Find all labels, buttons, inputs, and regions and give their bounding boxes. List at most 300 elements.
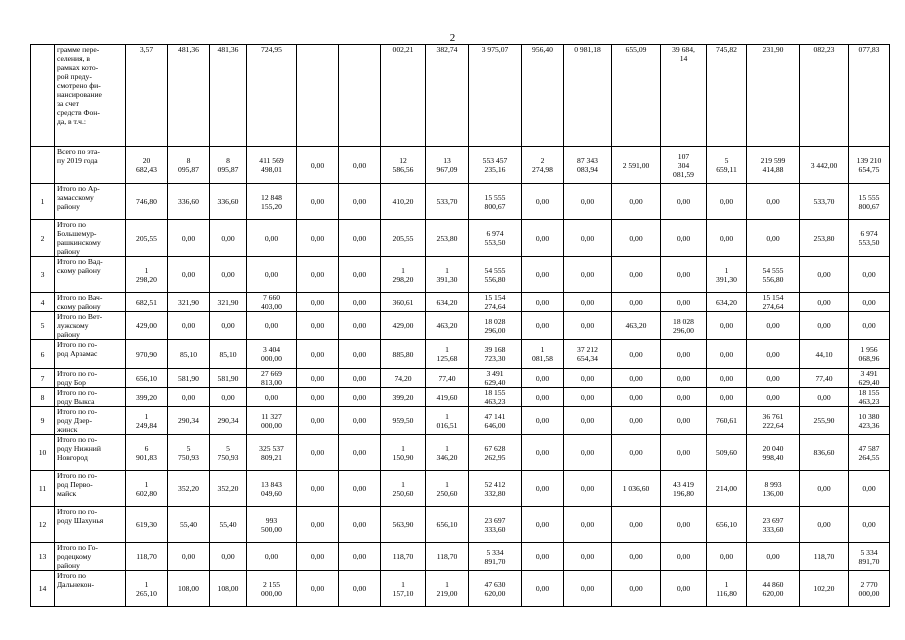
- value-cell: 481,36: [210, 45, 247, 147]
- table-row: [31, 543, 890, 571]
- value-cell: 0,00: [339, 257, 381, 293]
- value-cell: 8 095,87: [168, 147, 210, 184]
- row-number-cell: [31, 45, 55, 147]
- value-cell: 6 974 553,50: [849, 220, 890, 257]
- value-cell: 0,00: [564, 507, 612, 543]
- value-cell: 0,00: [612, 507, 661, 543]
- value-cell: 656,10: [126, 369, 168, 388]
- value-cell: 47 141 646,00: [469, 407, 522, 435]
- table-row: [31, 184, 890, 220]
- table-row: [31, 507, 890, 543]
- value-cell: 509,60: [707, 435, 747, 471]
- value-cell: 410,20: [381, 184, 426, 220]
- value-cell: 290,34: [210, 407, 247, 435]
- row-name-cell: грамме пере- селения, в рамках кото- рой преду- смотрено фи- нансирование за счет средств Фон- да, в т.ч.:: [55, 45, 126, 147]
- value-cell: 0,00: [247, 388, 297, 407]
- value-cell: 0,00: [522, 369, 564, 388]
- value-cell: 0,00: [661, 571, 707, 607]
- value-cell: 956,40: [522, 45, 564, 147]
- value-cell: 429,00: [381, 312, 426, 340]
- row-number-cell: 11: [31, 471, 55, 507]
- value-cell: 0,00: [707, 369, 747, 388]
- row-name-cell: Итого по Ар- замасскому району: [55, 184, 126, 220]
- data-table: [30, 44, 890, 607]
- value-cell: 13 967,09: [426, 147, 469, 184]
- value-cell: 0,00: [210, 220, 247, 257]
- value-cell: 382,74: [426, 45, 469, 147]
- row-number-cell: 7: [31, 369, 55, 388]
- row-name-cell: Итого по го- род Перво- майск: [55, 471, 126, 507]
- value-cell: 0,00: [564, 388, 612, 407]
- value-cell: 0,00: [168, 257, 210, 293]
- value-cell: 253,80: [800, 220, 849, 257]
- value-cell: 118,70: [800, 543, 849, 571]
- value-cell: 118,70: [426, 543, 469, 571]
- value-cell: 0,00: [564, 257, 612, 293]
- value-cell: 0,00: [612, 257, 661, 293]
- value-cell: 0,00: [661, 340, 707, 369]
- value-cell: 1 391,30: [426, 257, 469, 293]
- row-number-cell: 2: [31, 220, 55, 257]
- value-cell: 321,90: [210, 293, 247, 312]
- value-cell: 77,40: [426, 369, 469, 388]
- value-cell: 47 587 264,55: [849, 435, 890, 471]
- row-name-cell: Итого по го- роду Бор: [55, 369, 126, 388]
- value-cell: 0,00: [339, 543, 381, 571]
- value-cell: 0,00: [297, 340, 339, 369]
- value-cell: 0,00: [297, 257, 339, 293]
- value-cell: 0,00: [339, 147, 381, 184]
- value-cell: 1 157,10: [381, 571, 426, 607]
- value-cell: 108,00: [168, 571, 210, 607]
- value-cell: 1 391,30: [707, 257, 747, 293]
- value-cell: 36 761 222,64: [747, 407, 800, 435]
- value-cell: 5 334 891,70: [469, 543, 522, 571]
- row-name-cell: Итого по го- роду Нижний Новгород: [55, 435, 126, 471]
- value-cell: 27 669 813,00: [247, 369, 297, 388]
- value-cell: 0,00: [612, 435, 661, 471]
- value-cell: 352,20: [168, 471, 210, 507]
- value-cell: 563,90: [381, 507, 426, 543]
- value-cell: 0,00: [210, 543, 247, 571]
- value-cell: 3 975,07: [469, 45, 522, 147]
- value-cell: 214,00: [707, 471, 747, 507]
- value-cell: 321,90: [168, 293, 210, 312]
- value-cell: 1 016,51: [426, 407, 469, 435]
- value-cell: 0,00: [210, 388, 247, 407]
- value-cell: 1 298,20: [381, 257, 426, 293]
- value-cell: 0,00: [297, 312, 339, 340]
- value-cell: 23 697 333,60: [469, 507, 522, 543]
- value-cell: 0,00: [707, 184, 747, 220]
- value-cell: 87 343 083,94: [564, 147, 612, 184]
- value-cell: [339, 45, 381, 147]
- value-cell: 10 380 423,36: [849, 407, 890, 435]
- value-cell: 74,20: [381, 369, 426, 388]
- value-cell: 0,00: [522, 293, 564, 312]
- value-cell: 1 036,60: [612, 471, 661, 507]
- row-number-cell: 1: [31, 184, 55, 220]
- value-cell: 0,00: [564, 312, 612, 340]
- value-cell: 0,00: [661, 435, 707, 471]
- value-cell: 0,00: [849, 257, 890, 293]
- value-cell: 0,00: [297, 471, 339, 507]
- value-cell: 44 860 620,00: [747, 571, 800, 607]
- value-cell: 463,20: [612, 312, 661, 340]
- value-cell: 12 848 155,20: [247, 184, 297, 220]
- value-cell: 0,00: [612, 388, 661, 407]
- value-cell: 15 154 274,64: [469, 293, 522, 312]
- value-cell: 0,00: [564, 184, 612, 220]
- page-number: 2: [449, 32, 456, 44]
- row-number-cell: 4: [31, 293, 55, 312]
- value-cell: 107 304 081,59: [661, 147, 707, 184]
- value-cell: 44,10: [800, 340, 849, 369]
- value-cell: 656,10: [707, 507, 747, 543]
- value-cell: 0,00: [564, 407, 612, 435]
- value-cell: 0,00: [564, 571, 612, 607]
- row-number-cell: 13: [31, 543, 55, 571]
- value-cell: 0,00: [747, 388, 800, 407]
- value-cell: 0,00: [339, 435, 381, 471]
- value-cell: 0,00: [661, 369, 707, 388]
- row-name-cell: Итого по Вет- лужскому району: [55, 312, 126, 340]
- row-name-cell: Итого по го- роду Шахунья: [55, 507, 126, 543]
- value-cell: 0,00: [247, 220, 297, 257]
- row-number-cell: 6: [31, 340, 55, 369]
- value-cell: 1 298,20: [126, 257, 168, 293]
- value-cell: 0,00: [612, 293, 661, 312]
- value-cell: 745,82: [707, 45, 747, 147]
- value-cell: 1 602,80: [126, 471, 168, 507]
- value-cell: 0,00: [297, 369, 339, 388]
- value-cell: 0,00: [297, 184, 339, 220]
- row-number-cell: 12: [31, 507, 55, 543]
- value-cell: 85,10: [210, 340, 247, 369]
- value-cell: 0,00: [522, 471, 564, 507]
- value-cell: 0,00: [661, 184, 707, 220]
- value-cell: 139 210 654,75: [849, 147, 890, 184]
- row-name-cell: Итого по го- род Арзамас: [55, 340, 126, 369]
- value-cell: 682,51: [126, 293, 168, 312]
- row-number-cell: [31, 147, 55, 184]
- value-cell: 553 457 235,16: [469, 147, 522, 184]
- value-cell: 255,90: [800, 407, 849, 435]
- value-cell: 399,20: [381, 388, 426, 407]
- value-cell: 0,00: [661, 257, 707, 293]
- value-cell: 37 212 654,34: [564, 340, 612, 369]
- value-cell: 15 154 274,64: [747, 293, 800, 312]
- value-cell: 970,90: [126, 340, 168, 369]
- value-cell: 077,83: [849, 45, 890, 147]
- value-cell: 0,00: [564, 471, 612, 507]
- value-cell: 0,00: [522, 388, 564, 407]
- row-number-cell: 3: [31, 257, 55, 293]
- value-cell: 0,00: [661, 507, 707, 543]
- value-cell: 0,00: [522, 407, 564, 435]
- row-name-cell: Итого по Дальнекон-: [55, 571, 126, 607]
- value-cell: 082,23: [800, 45, 849, 147]
- value-cell: 0,00: [522, 257, 564, 293]
- value-cell: 0,00: [747, 369, 800, 388]
- value-cell: 760,61: [707, 407, 747, 435]
- value-cell: 2 591,00: [612, 147, 661, 184]
- value-cell: 0,00: [849, 471, 890, 507]
- value-cell: 746,80: [126, 184, 168, 220]
- table-row: [31, 312, 890, 340]
- value-cell: 0,00: [800, 312, 849, 340]
- table-row: [31, 340, 890, 369]
- value-cell: 0,00: [297, 435, 339, 471]
- table-row: [31, 293, 890, 312]
- value-cell: 0,00: [339, 571, 381, 607]
- value-cell: 0,00: [612, 571, 661, 607]
- row-name-cell: Итого по Вач- скому району: [55, 293, 126, 312]
- value-cell: 0,00: [339, 369, 381, 388]
- value-cell: 336,60: [168, 184, 210, 220]
- value-cell: 0,00: [522, 435, 564, 471]
- value-cell: 836,60: [800, 435, 849, 471]
- value-cell: 0,00: [247, 312, 297, 340]
- value-cell: 581,90: [210, 369, 247, 388]
- value-cell: 325 537 809,21: [247, 435, 297, 471]
- value-cell: 0,00: [522, 184, 564, 220]
- value-cell: 205,55: [381, 220, 426, 257]
- value-cell: 23 697 333,60: [747, 507, 800, 543]
- value-cell: 12 586,56: [381, 147, 426, 184]
- value-cell: 5 659,11: [707, 147, 747, 184]
- value-cell: 54 555 556,80: [747, 257, 800, 293]
- value-cell: 0,00: [564, 435, 612, 471]
- value-cell: 0,00: [339, 293, 381, 312]
- value-cell: 1 150,90: [381, 435, 426, 471]
- value-cell: 18 028 296,00: [469, 312, 522, 340]
- table-row-total: [31, 147, 890, 184]
- value-cell: 3,57: [126, 45, 168, 147]
- value-cell: 0,00: [297, 543, 339, 571]
- value-cell: 7 660 403,00: [247, 293, 297, 312]
- value-cell: 1 346,20: [426, 435, 469, 471]
- value-cell: 0,00: [210, 257, 247, 293]
- value-cell: 47 630 620,00: [469, 571, 522, 607]
- value-cell: 0,00: [297, 407, 339, 435]
- value-cell: 118,70: [381, 543, 426, 571]
- value-cell: 0,00: [168, 388, 210, 407]
- value-cell: 0,00: [339, 184, 381, 220]
- value-cell: 0,00: [339, 388, 381, 407]
- value-cell: 0,00: [747, 543, 800, 571]
- value-cell: 0,00: [661, 407, 707, 435]
- value-cell: 634,20: [707, 293, 747, 312]
- value-cell: 0,00: [168, 220, 210, 257]
- value-cell: 0,00: [339, 407, 381, 435]
- value-cell: 0,00: [612, 369, 661, 388]
- value-cell: 885,80: [381, 340, 426, 369]
- value-cell: 0,00: [707, 340, 747, 369]
- table-row: [31, 257, 890, 293]
- value-cell: 3 442,00: [800, 147, 849, 184]
- value-cell: 8 993 136,00: [747, 471, 800, 507]
- value-cell: 0,00: [800, 471, 849, 507]
- row-name-cell: Итого по го- роду Дзер- жинск: [55, 407, 126, 435]
- value-cell: 993 500,00: [247, 507, 297, 543]
- value-cell: 336,60: [210, 184, 247, 220]
- value-cell: 399,20: [126, 388, 168, 407]
- value-cell: 0,00: [297, 571, 339, 607]
- value-cell: 0,00: [707, 312, 747, 340]
- value-cell: 231,90: [747, 45, 800, 147]
- value-cell: 0,00: [661, 543, 707, 571]
- table-row: [31, 388, 890, 407]
- value-cell: 18 155 463,23: [849, 388, 890, 407]
- value-cell: 205,55: [126, 220, 168, 257]
- row-number-cell: 9: [31, 407, 55, 435]
- value-cell: 219 599 414,88: [747, 147, 800, 184]
- row-number-cell: 10: [31, 435, 55, 471]
- value-cell: 39 684, 14: [661, 45, 707, 147]
- table-row-continuation: [31, 45, 890, 147]
- value-cell: 0,00: [297, 293, 339, 312]
- value-cell: 6 901,83: [126, 435, 168, 471]
- value-cell: 0,00: [297, 220, 339, 257]
- value-cell: 0,00: [849, 312, 890, 340]
- table-row: [31, 369, 890, 388]
- value-cell: 0,00: [564, 369, 612, 388]
- value-cell: 1 250,60: [426, 471, 469, 507]
- value-cell: 0,00: [522, 312, 564, 340]
- value-cell: 2 155 000,00: [247, 571, 297, 607]
- table-row: [31, 220, 890, 257]
- value-cell: 0,00: [297, 147, 339, 184]
- value-cell: 2 770 000,00: [849, 571, 890, 607]
- value-cell: 0,00: [522, 507, 564, 543]
- value-cell: 1 250,60: [381, 471, 426, 507]
- value-cell: 533,70: [426, 184, 469, 220]
- value-cell: 3 491 629,40: [849, 369, 890, 388]
- value-cell: 0,00: [612, 407, 661, 435]
- value-cell: 0,00: [747, 340, 800, 369]
- value-cell: 52 412 332,80: [469, 471, 522, 507]
- value-cell: 634,20: [426, 293, 469, 312]
- value-cell: 54 555 556,80: [469, 257, 522, 293]
- value-cell: 0,00: [297, 388, 339, 407]
- value-cell: 0,00: [747, 220, 800, 257]
- value-cell: 0,00: [339, 312, 381, 340]
- value-cell: 656,10: [426, 507, 469, 543]
- row-name-cell: Итого по Го- родецкому району: [55, 543, 126, 571]
- value-cell: 0,00: [247, 543, 297, 571]
- row-number-cell: 5: [31, 312, 55, 340]
- value-cell: 0,00: [522, 543, 564, 571]
- value-cell: 0,00: [564, 220, 612, 257]
- value-cell: 18 155 463,23: [469, 388, 522, 407]
- value-cell: 0,00: [800, 507, 849, 543]
- value-cell: 581,90: [168, 369, 210, 388]
- value-cell: 0,00: [707, 543, 747, 571]
- value-cell: 102,20: [800, 571, 849, 607]
- value-cell: 3 404 000,00: [247, 340, 297, 369]
- value-cell: 1 249,84: [126, 407, 168, 435]
- table-row: [31, 407, 890, 435]
- row-number-cell: 8: [31, 388, 55, 407]
- value-cell: 55,40: [168, 507, 210, 543]
- value-cell: 8 095,87: [210, 147, 247, 184]
- value-cell: 15 555 800,67: [469, 184, 522, 220]
- value-cell: 0,00: [849, 293, 890, 312]
- value-cell: 0,00: [339, 340, 381, 369]
- value-cell: 429,00: [126, 312, 168, 340]
- value-cell: 0,00: [339, 471, 381, 507]
- value-cell: 1 956 068,96: [849, 340, 890, 369]
- value-cell: 655,09: [612, 45, 661, 147]
- value-cell: 352,20: [210, 471, 247, 507]
- value-cell: [297, 45, 339, 147]
- value-cell: 253,80: [426, 220, 469, 257]
- row-name-cell: Итого по Вад- скому району: [55, 257, 126, 293]
- value-cell: 411 569 498,01: [247, 147, 297, 184]
- value-cell: 481,36: [168, 45, 210, 147]
- table-row: [31, 471, 890, 507]
- value-cell: 0,00: [210, 312, 247, 340]
- value-cell: 0,00: [612, 543, 661, 571]
- value-cell: 0,00: [168, 312, 210, 340]
- value-cell: 18 028 296,00: [661, 312, 707, 340]
- value-cell: 43 419 196,80: [661, 471, 707, 507]
- row-name-cell: Итого по Большемур- рашкинскому району: [55, 220, 126, 257]
- value-cell: 0,00: [747, 312, 800, 340]
- value-cell: 0,00: [612, 184, 661, 220]
- value-cell: 0,00: [612, 220, 661, 257]
- value-cell: 533,70: [800, 184, 849, 220]
- value-cell: 2 274,98: [522, 147, 564, 184]
- value-cell: 0,00: [661, 293, 707, 312]
- value-cell: 419,60: [426, 388, 469, 407]
- value-cell: 85,10: [168, 340, 210, 369]
- value-cell: 0,00: [800, 388, 849, 407]
- value-cell: 67 628 262,95: [469, 435, 522, 471]
- value-cell: 3 491 629,40: [469, 369, 522, 388]
- value-cell: 0,00: [800, 293, 849, 312]
- value-cell: 6 974 553,50: [469, 220, 522, 257]
- value-cell: 0,00: [168, 543, 210, 571]
- value-cell: 0,00: [564, 543, 612, 571]
- value-cell: 0 981,18: [564, 45, 612, 147]
- value-cell: 1 265,10: [126, 571, 168, 607]
- value-cell: 0,00: [339, 507, 381, 543]
- value-cell: 39 168 723,30: [469, 340, 522, 369]
- table-row: [31, 571, 890, 607]
- value-cell: 0,00: [247, 257, 297, 293]
- value-cell: 77,40: [800, 369, 849, 388]
- value-cell: 5 750,93: [168, 435, 210, 471]
- value-cell: 0,00: [522, 220, 564, 257]
- value-cell: 1 081,58: [522, 340, 564, 369]
- value-cell: 0,00: [297, 507, 339, 543]
- value-cell: 0,00: [661, 388, 707, 407]
- value-cell: 108,00: [210, 571, 247, 607]
- value-cell: 1 116,80: [707, 571, 747, 607]
- value-cell: 0,00: [339, 220, 381, 257]
- value-cell: 5 750,93: [210, 435, 247, 471]
- value-cell: 0,00: [612, 340, 661, 369]
- value-cell: 1 219,00: [426, 571, 469, 607]
- value-cell: 959,50: [381, 407, 426, 435]
- value-cell: 20 040 998,40: [747, 435, 800, 471]
- value-cell: 55,40: [210, 507, 247, 543]
- value-cell: 0,00: [564, 293, 612, 312]
- value-cell: 0,00: [800, 257, 849, 293]
- value-cell: 1 125,68: [426, 340, 469, 369]
